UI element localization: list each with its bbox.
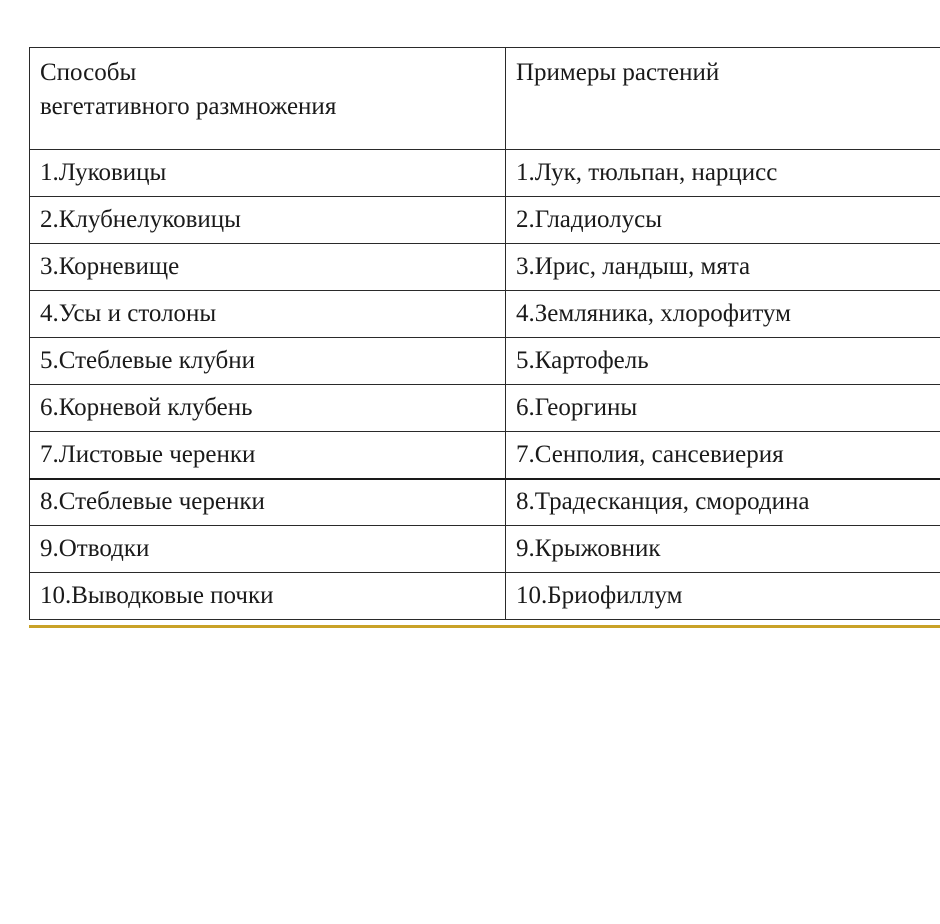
method-cell: 3.Корневище [30, 244, 506, 291]
header-methods-line1: Способы [40, 59, 137, 86]
method-cell: 9.Отводки [30, 526, 506, 573]
table-header-row [30, 48, 940, 150]
examples-cell: 1.Лук, тюльпан, нарцисс [506, 150, 940, 197]
method-cell: 7.Листовые черенки [30, 432, 506, 479]
table-row [30, 150, 940, 197]
examples-cell: 8.Традесканция, смородина [506, 479, 940, 526]
table-row [30, 244, 940, 291]
method-cell: 10.Выводковые почки [30, 573, 506, 620]
table-row [30, 385, 940, 432]
method-cell: 2.Клубнелуковицы [30, 197, 506, 244]
table-row [30, 197, 940, 244]
examples-cell: 6.Георгины [506, 385, 940, 432]
method-cell: 4.Усы и столоны [30, 291, 506, 338]
table-row [30, 291, 940, 338]
method-cell: 8.Стеблевые черенки [30, 479, 506, 526]
header-methods-line2: вегетативного размножения [40, 93, 337, 120]
table-row [30, 432, 940, 479]
examples-cell: 9.Крыжовник [506, 526, 940, 573]
table-row [30, 479, 940, 526]
gold-divider-line [29, 625, 940, 628]
vegetative-propagation-table-container [29, 47, 940, 620]
table-row [30, 573, 940, 620]
examples-cell: 5.Картофель [506, 338, 940, 385]
header-examples-cell: Примеры растений [506, 48, 940, 150]
vegetative-propagation-table [29, 47, 940, 620]
method-cell: 1.Луковицы [30, 150, 506, 197]
examples-cell: 3.Ирис, ландыш, мята [506, 244, 940, 291]
method-cell: 6.Корневой клубень [30, 385, 506, 432]
header-methods-cell [30, 48, 506, 150]
examples-cell: 7.Сенполия, сансевиерия [506, 432, 940, 479]
table-row [30, 526, 940, 573]
table-row [30, 338, 940, 385]
method-cell: 5.Стеблевые клубни [30, 338, 506, 385]
examples-cell: 10.Бриофиллум [506, 573, 940, 620]
examples-cell: 2.Гладиолусы [506, 197, 940, 244]
examples-cell: 4.Земляника, хлорофитум [506, 291, 940, 338]
